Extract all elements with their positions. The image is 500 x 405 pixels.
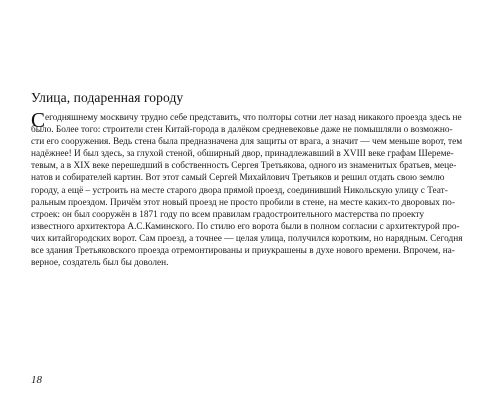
text-line: все здания Третьяковского проезда отремонтированы и приукрашены в духе нового времени. Впрочем, на- <box>31 246 455 257</box>
text-line: верное, создатель был бы доволен. <box>31 258 169 269</box>
text-line: егодняшнему москвичу трудно себе представить, что полторы сотни лет назад никакого проезда здесь не <box>45 113 462 123</box>
text-line: строек: он был сооружён в 1871 году по всем правилам градостроительного мастерства по проекту <box>31 209 424 220</box>
section-heading: Улица, подаренная городу <box>31 90 184 105</box>
text-line: сти его сооружения. Ведь стена была предназначена для защиты от врага, а значит — чем меньше ворот, тем <box>31 137 463 148</box>
page-number: 18 <box>31 374 42 386</box>
text-line: надёжнее! И был здесь, за глухой стеной, обширный двор, принадлежавший в XVIII веке графам Шереме- <box>31 149 454 160</box>
text-line: натов и собирателей картин. Вот этот самый Сергей Михайлович Третьяков и решил отдать свою землю <box>31 173 445 184</box>
body-text <box>31 108 471 269</box>
drop-cap: С <box>31 108 46 132</box>
text-line: известного архитектора А.С.Каминского. По стилю его ворота были в полном согласии с архитектурой про- <box>31 221 460 232</box>
text-line: городу, а ещё – устроить на месте старого двора прямой проезд, соединивший Никольскую улицу с Теат- <box>31 185 448 196</box>
text-line: тевым, а в XIX веке перешедший в собственность Сергея Третьякова, одного из знаменитых братьев, меце- <box>31 161 457 172</box>
text-line: ральным проездом. Причём этот новый проезд не просто пробили в стене, на месте каких-то дворовых по- <box>31 197 455 208</box>
text-line: было. Более того: строители стен Китай-города в далёком средневековье даже не помышляли о возможно- <box>31 125 453 136</box>
text-line: чих китайгородских ворот. Сам проезд, а точнее — целая улица, получился коротким, но нарядным. Сегодня <box>31 233 463 244</box>
